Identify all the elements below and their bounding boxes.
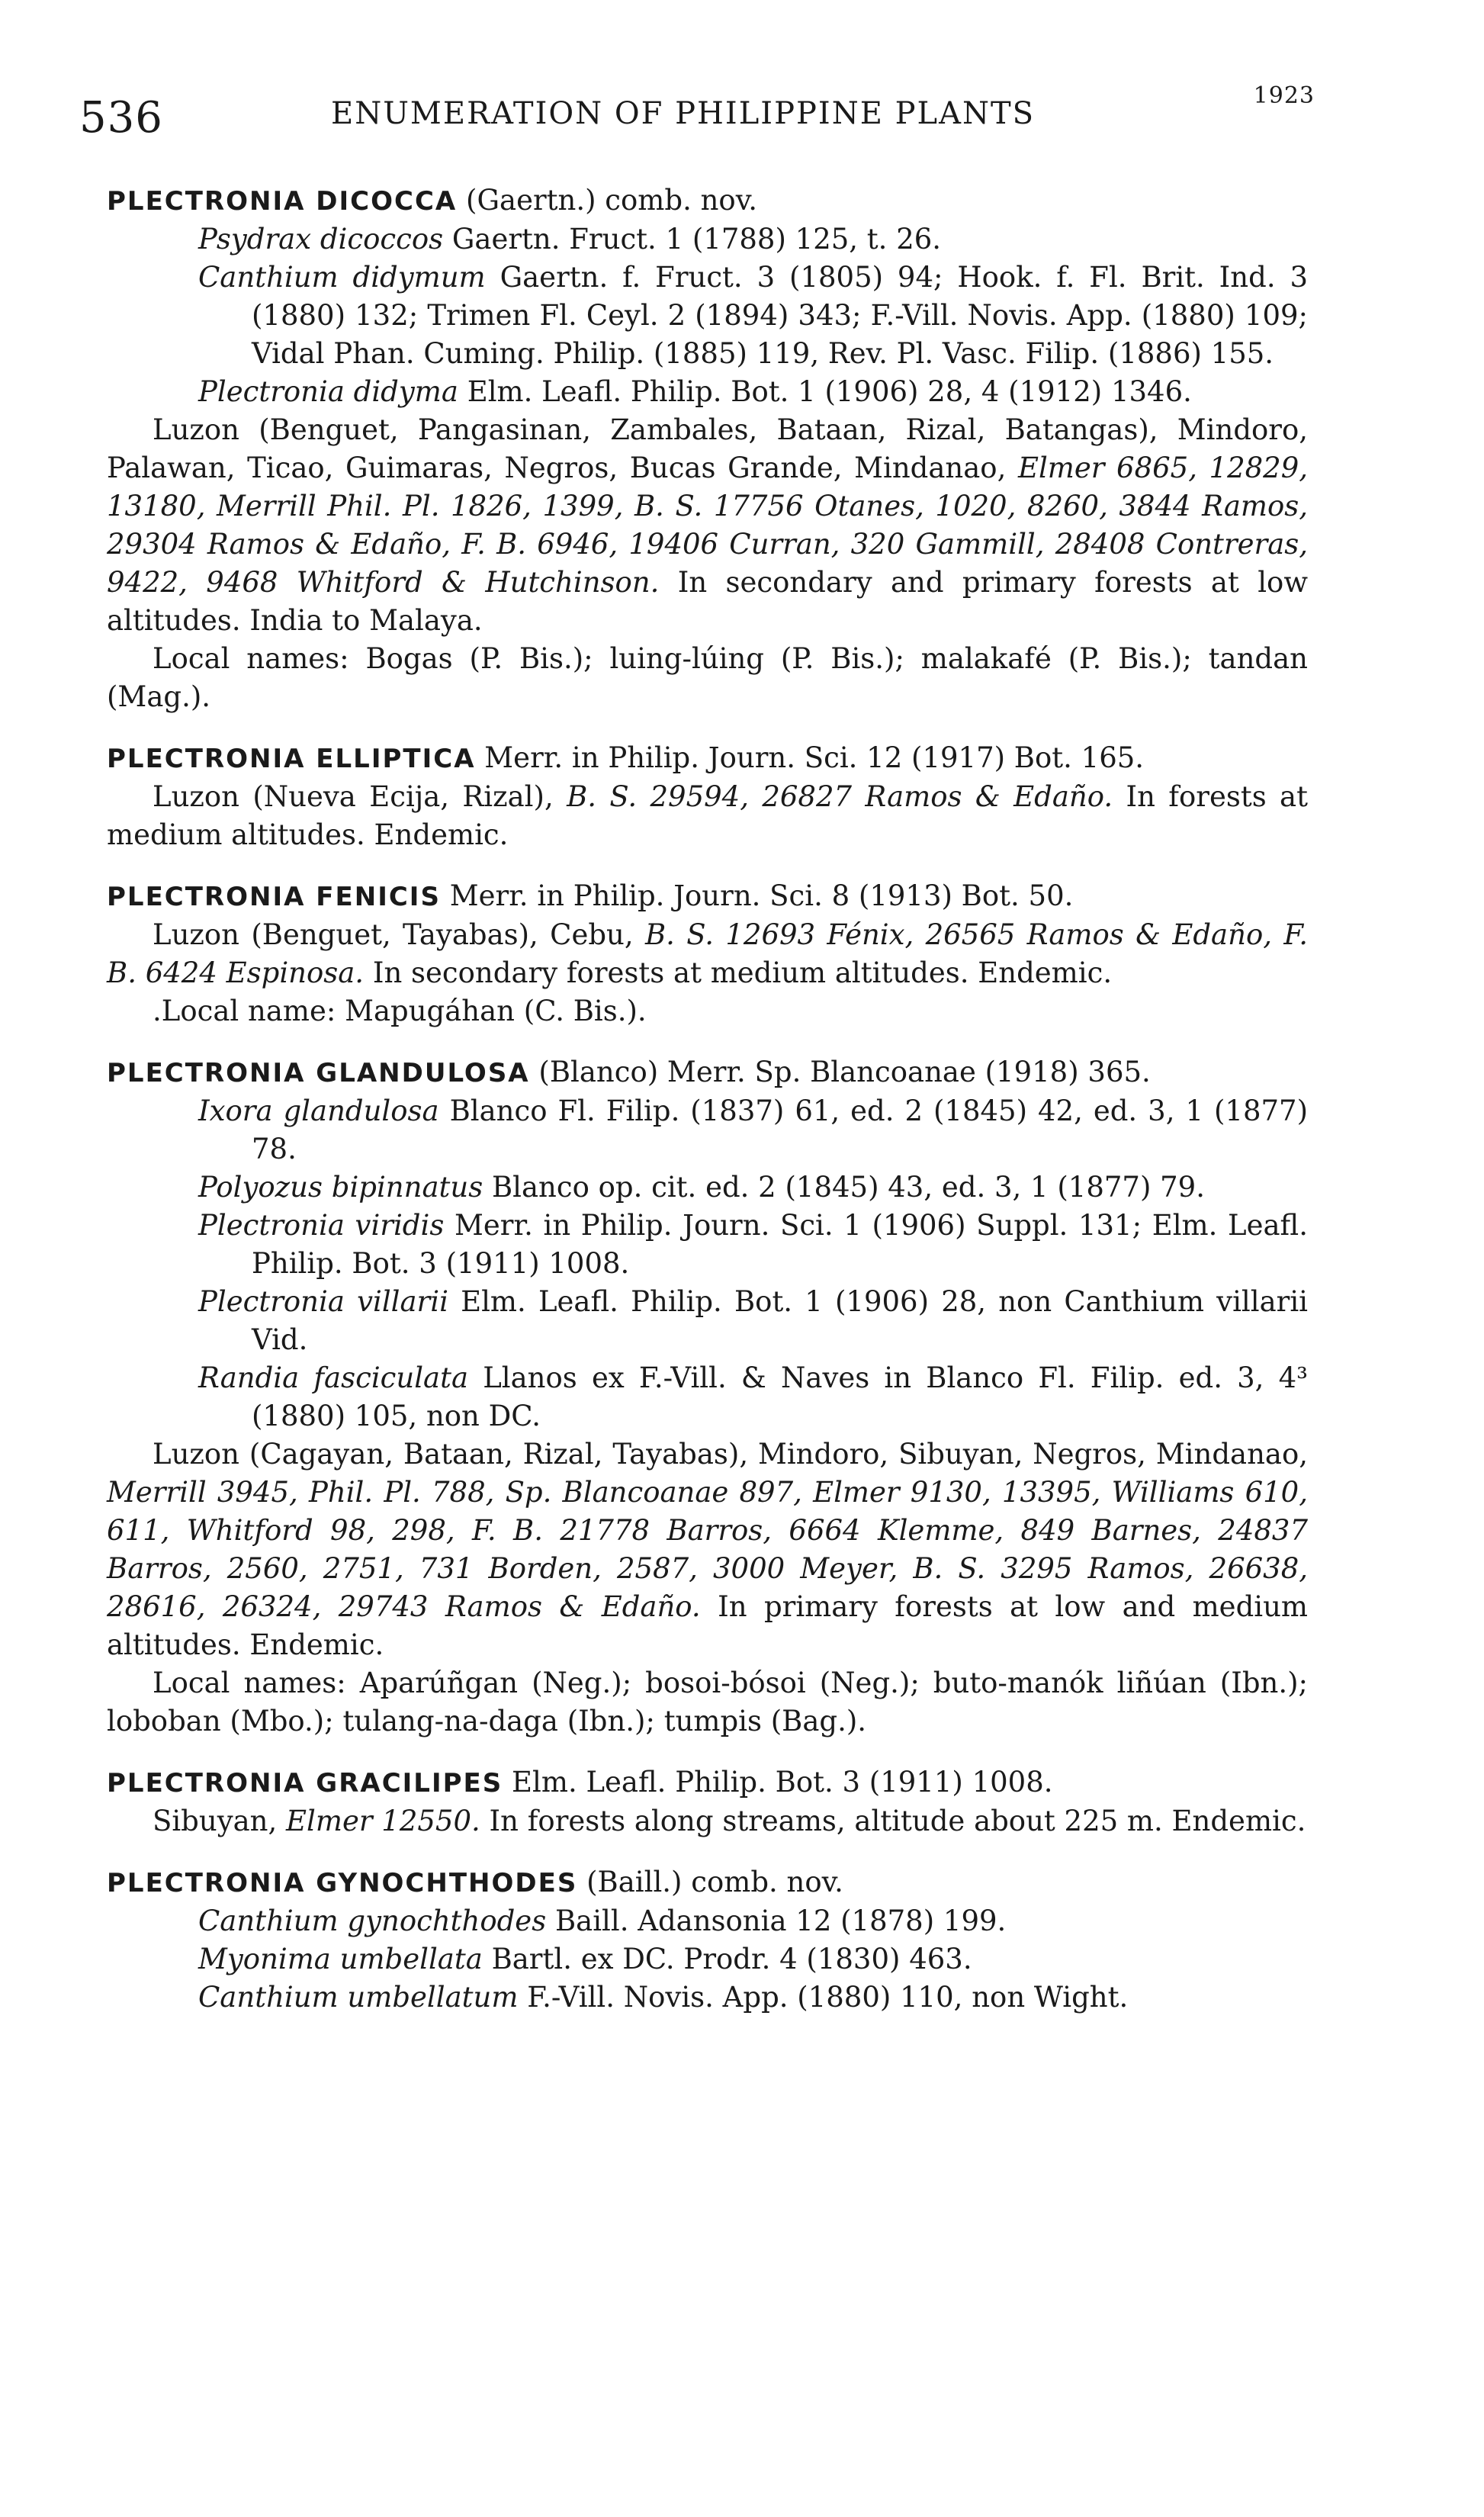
species-heading — [107, 1053, 1308, 1092]
distribution-text: In forests along streams, altitude about 225 m. Endemic. — [480, 1805, 1306, 1837]
species-authority: (Blanco) Merr. Sp. Blancoanae (1918) 365. — [538, 1056, 1151, 1088]
species-enumeration — [107, 182, 1308, 2040]
distribution-text: Luzon (Benguet, Tayabas), Cebu, — [153, 918, 645, 951]
synonym-name: Canthium didymum — [198, 261, 486, 294]
specimen-list: Elmer 6865, 12829, 13180, Merrill Phil. Pl. 1826, 1399, B. S. 17756 Otanes, 1020, 8260, 3844 Ramos, 29304 Ramos & Edaño, F. B. 6946, 19406 Curran, 320 Gammill, 28408 Contreras, 9422, 9468 Whitford & Hutchinson. — [107, 452, 1309, 599]
running-title: ENUMERATION OF PHILIPPINE PLANTS — [331, 96, 1036, 131]
synonym-name: Psydrax dicoccos — [198, 223, 444, 256]
local-names: Local names: Aparúñgan (Neg.); bosoi-bósoi (Neg.); buto-manók liñúan (Ibn.); loboban (Mbo.); tulang-na-daga (Ibn.); tumpis (Bag.). — [107, 1667, 1308, 1737]
synonym-citation: Baill. Adansonia 12 (1878) 199. — [554, 1905, 1007, 1937]
distribution-text: In primary forests at low and medium altitudes. Endemic. — [107, 1590, 1308, 1661]
species-name: PLECTRONIA GRACILIPES — [107, 1768, 503, 1799]
synonym-name: Canthium umbellatum — [198, 1981, 519, 2014]
synonym-citation: Gaertn. Fruct. 1 (1788) 125, t. 26. — [451, 223, 942, 256]
specimen-list: Elmer 12550. — [286, 1805, 480, 1837]
specimen-list: B. S. 12693 Fénix, 26565 Ramos & Edaño, F. B. 6424 Espinosa. — [107, 918, 1308, 989]
synonym — [107, 1283, 1308, 1359]
synonym — [107, 1207, 1308, 1283]
species-authority: Merr. in Philip. Journ. Sci. 12 (1917) Bot. 165. — [484, 741, 1145, 774]
synonym-citation: Blanco op. cit. ed. 2 (1845) 43, ed. 3, 1 (1877) 79. — [491, 1171, 1205, 1204]
species-name: PLECTRONIA DICOCCA — [107, 186, 458, 217]
species-entry — [107, 877, 1308, 1030]
synonym — [107, 1168, 1308, 1207]
synonym — [107, 1940, 1308, 1979]
specimen-list: Merrill 3945, Phil. Pl. 788, Sp. Blancoanae 897, Elmer 9130, 13395, Williams 610, 611, Whitford 98, 298, F. B. 21778 Barros, 6664 Klemme, 849 Barnes, 24837 Barros, 2560, 2751, 731 Borden, 2587, 3000 Meyer, B. S. 3295 Ramos, 26638, 28616, 26324, 29743 Ramos & Edaño. — [107, 1476, 1308, 1623]
distribution — [107, 1435, 1308, 1664]
species-heading — [107, 1763, 1308, 1802]
synonym-citation: Llanos ex F.-Vill. & Naves in Blanco Fl. Filip. ed. 3, 4³ (1880) 105, non DC. — [252, 1361, 1308, 1432]
species-entry — [107, 1763, 1308, 1840]
synonym-name: Polyozus bipinnatus — [198, 1171, 483, 1204]
distribution-text: In forests at medium altitudes. Endemic. — [107, 780, 1308, 851]
species-heading — [107, 182, 1308, 220]
synonym-name: Plectronia viridis — [198, 1209, 445, 1242]
species-entry — [107, 739, 1308, 854]
specimen-list: B. S. 29594, 26827 Ramos & Edaño. — [567, 780, 1113, 813]
synonym-name: Plectronia villarii — [198, 1285, 448, 1318]
distribution — [107, 916, 1308, 992]
species-heading — [107, 1863, 1308, 1902]
species-entry — [107, 1053, 1308, 1741]
synonym-name: Randia fasciculata — [198, 1361, 469, 1394]
species-name: PLECTRONIA GLANDULOSA — [107, 1058, 530, 1088]
synonym-citation: F.-Vill. Novis. App. (1880) 110, non Wight. — [527, 1981, 1129, 2014]
synonym-citation: Elm. Leafl. Philip. Bot. 1 (1906) 28, non Canthium villarii Vid. — [252, 1285, 1308, 1356]
local-names: .Local name: Mapugáhan (C. Bis.). — [153, 995, 647, 1027]
page-number: 536 — [79, 93, 163, 143]
local-names: Local names: Bogas (P. Bis.); luing-lúing (P. Bis.); malakafé (P. Bis.); tandan (Mag.). — [107, 642, 1308, 713]
synonym — [107, 220, 1308, 259]
distribution — [107, 411, 1308, 640]
synonym-name: Canthium gynochthodes — [198, 1905, 547, 1937]
synonym — [107, 1359, 1308, 1435]
synonym — [107, 1979, 1308, 2017]
synonym — [107, 1902, 1308, 1940]
species-entry — [107, 182, 1308, 716]
synonym-citation: Bartl. ex DC. Prodr. 4 (1830) 463. — [491, 1943, 972, 1975]
page-header — [79, 82, 1315, 159]
distribution-text: Luzon (Cagayan, Bataan, Rizal, Tayabas), Mindoro, Sibuyan, Negros, Mindanao, — [153, 1438, 1308, 1471]
species-name: PLECTRONIA ELLIPTICA — [107, 744, 476, 774]
distribution-text: In secondary forests at medium altitudes. Endemic. — [364, 956, 1113, 989]
distribution-text: Luzon (Nueva Ecija, Rizal), — [153, 780, 567, 813]
species-authority: Merr. in Philip. Journ. Sci. 8 (1913) Bot. 50. — [449, 879, 1074, 912]
synonym — [107, 373, 1308, 411]
distribution-text: Sibuyan, — [153, 1805, 287, 1837]
distribution — [107, 778, 1308, 854]
synonym-citation: Gaertn. f. Fruct. 3 (1805) 94; Hook. f. Fl. Brit. Ind. 3 (1880) 132; Trimen Fl. Ceyl. 2 (1894) 343; F.-Vill. Novis. App. (1880) 109; Vidal Phan. Cuming. Philip. (1885) 119, Rev. Pl. Vasc. Filip. (1886) 155. — [252, 261, 1309, 370]
distribution — [107, 1802, 1308, 1840]
synonym — [107, 259, 1308, 373]
synonym — [107, 1092, 1308, 1168]
distribution-text: In secondary and primary forests at low altitudes. India to Malaya. — [107, 566, 1308, 637]
synonym-name: Ixora glandulosa — [198, 1095, 439, 1127]
species-entry — [107, 1863, 1308, 2017]
species-name: PLECTRONIA FENICIS — [107, 882, 441, 912]
species-authority: (Baill.) comb. nov. — [586, 1866, 843, 1898]
distribution-text: Luzon (Benguet, Pangasinan, Zambales, Bataan, Rizal, Batangas), Mindoro, Palawan, Ticao, Guimaras, Negros, Bucas Grande, Mindanao, — [107, 413, 1308, 484]
synonym-citation: Elm. Leafl. Philip. Bot. 1 (1906) 28, 4 (1912) 1346. — [467, 375, 1192, 408]
synonym-name: Plectronia didyma — [198, 375, 458, 408]
synonym-name: Myonima umbellata — [198, 1943, 483, 1975]
species-authority: (Gaertn.) comb. nov. — [466, 184, 757, 217]
species-name: PLECTRONIA GYNOCHTHODES — [107, 1868, 578, 1898]
synonym-citation: Blanco Fl. Filip. (1837) 61, ed. 2 (1845) 42, ed. 3, 1 (1877) 78. — [252, 1095, 1309, 1165]
species-heading — [107, 739, 1308, 778]
year: 1923 — [1253, 82, 1315, 109]
species-authority: Elm. Leafl. Philip. Bot. 3 (1911) 1008. — [512, 1766, 1053, 1799]
synonym-citation: Merr. in Philip. Journ. Sci. 1 (1906) Suppl. 131; Elm. Leafl. Philip. Bot. 3 (1911) 1008. — [252, 1209, 1309, 1280]
species-heading — [107, 877, 1308, 916]
